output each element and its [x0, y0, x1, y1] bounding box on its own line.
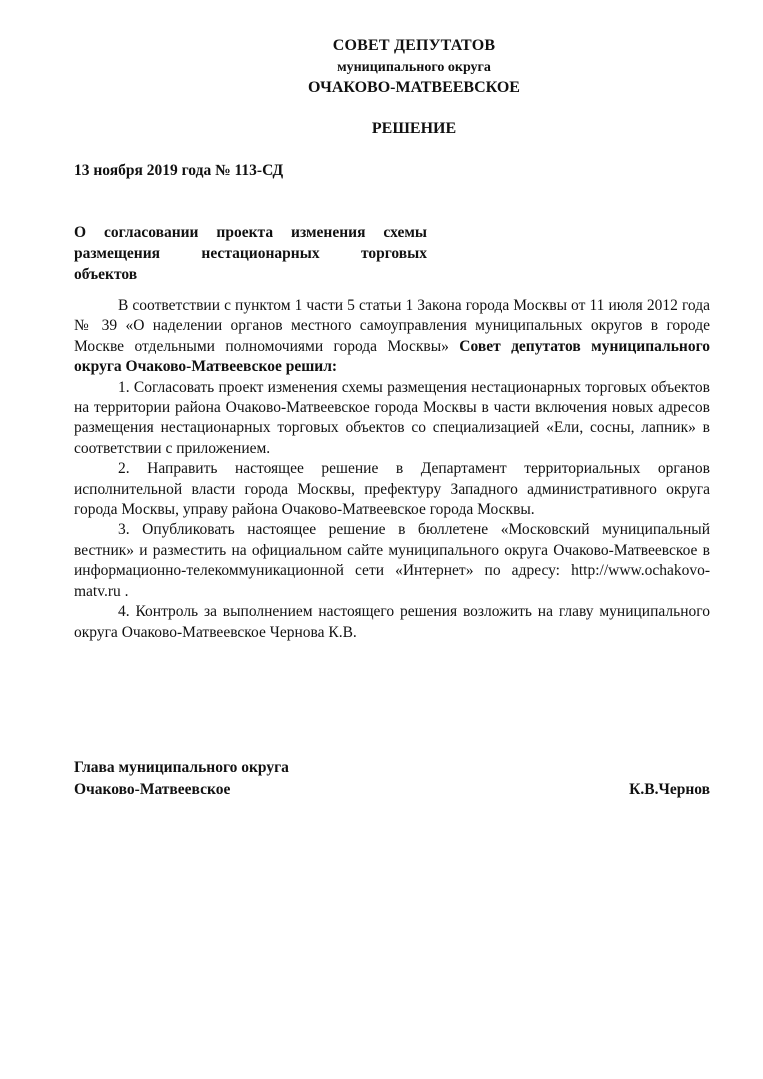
signatory-title-line-2: Очаково-Матвеевское — [74, 781, 231, 798]
subject-line-1: О согласовании проекта изменения схемы — [74, 224, 427, 241]
signature-block — [74, 757, 710, 801]
council-title: СОВЕТ ДЕПУТАТОВ — [332, 37, 496, 54]
preamble-resolution: Совет депутатов муниципального округа Очаково-Матвеевское решил: — [74, 337, 710, 376]
district-subtitle: муниципального округа — [337, 60, 491, 75]
decision-body — [74, 296, 710, 643]
signatory-title-line-1: Глава муниципального округа — [74, 759, 289, 776]
date-number-line: 13 ноября 2019 года № 113-СД — [74, 162, 284, 179]
decision-heading: РЕШЕНИЕ — [371, 120, 457, 137]
decision-subject — [74, 222, 427, 285]
subject-line-3: объектов — [74, 266, 138, 283]
preamble-paragraph — [74, 296, 710, 378]
district-name: ОЧАКОВО-МАТВЕЕВСКОЕ — [308, 79, 520, 96]
decision-item-2: 2. Направить настоящее решение в Департамент территориальных органов исполнительной власти города Москвы, префектуру Западного административного округа города Москвы, управу района Очаково-Матвеевское города Москвы. — [74, 460, 710, 519]
preamble-text: В соответствии с пунктом 1 части 5 статьи 1 Закона города Москвы от 11 июля 2012 года № 39 «О наделении органов местного самоуправления муниципальных округов в городе Москве отдельными полномочиями города Москвы» — [74, 297, 710, 355]
decision-item-4: 4. Контроль за выполнением настоящего решения возложить на главу муниципального округа Очаково-Матвеевское Чернова К.В. — [74, 603, 710, 641]
subject-line-2: размещения нестационарных торговых — [74, 245, 427, 262]
signatory-name: К.В.Чернов — [629, 781, 710, 798]
decision-item-3: 3. Опубликовать настоящее решение в бюллетене «Московский муниципальный вестник» и разместить на официальном сайте муниципального округа Очаково-Матвеевское в информационно-телекоммуникационной сети «Интернет» по адресу: http://www.ochakovo-matv.ru . — [74, 521, 710, 600]
decision-item-1: 1. Согласовать проект изменения схемы размещения нестационарных торговых объектов на территории района Очаково-Матвеевское города Москвы в части включения новых адресов размещения нестационарных торговых объектов со специализацией «Ели, сосны, лапник» в соответствии с приложением. — [74, 378, 710, 457]
